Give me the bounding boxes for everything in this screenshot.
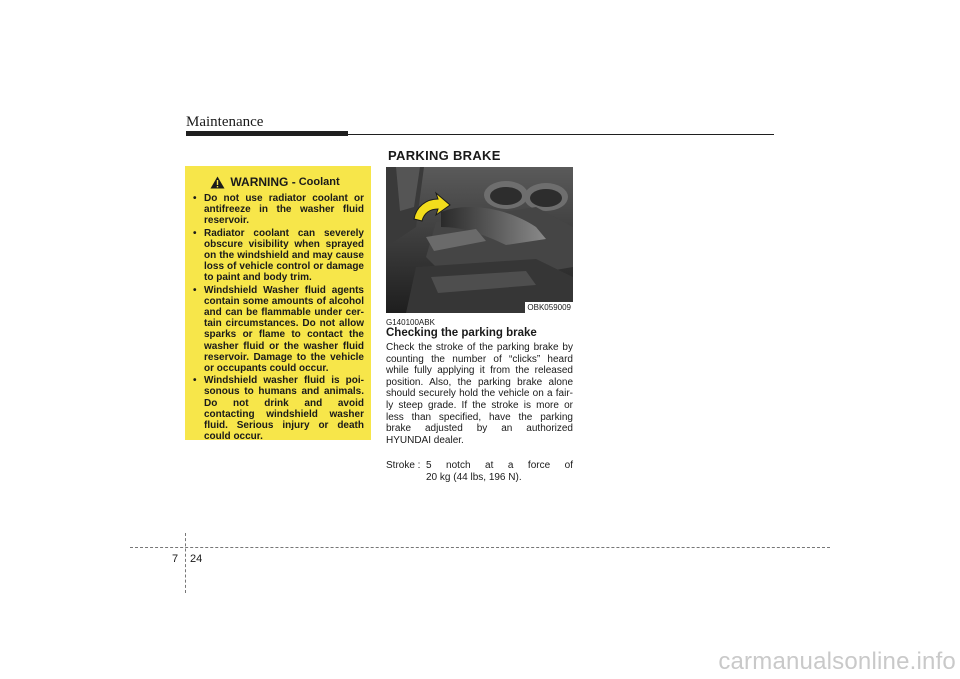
- warning-item: • Radiator coolant can severely obscure visibility when sprayed on the windshield and may cause loss of vehicle control or damage to paint and body trim.: [192, 228, 364, 284]
- stroke-line-1: 5 notch at a force of: [426, 460, 573, 471]
- warning-item: • Windshield washer fluid is poi-sonous to humans and animals. Do not drink and avoid contacting windshield washer fluid. Serious injury or death could occur.: [192, 375, 364, 442]
- section-title: PARKING BRAKE: [388, 148, 501, 163]
- warning-word: WARNING -: [230, 175, 296, 189]
- sub-heading: Checking the parking brake: [386, 327, 537, 339]
- warning-header: [186, 175, 364, 189]
- warning-list: [192, 193, 364, 442]
- footer-rule: [130, 547, 830, 548]
- stroke-spec: [386, 460, 573, 483]
- footer-chapter: 7: [172, 553, 179, 565]
- warning-item: • Do not use radiator coolant or antifreeze in the washer fluid reservoir.: [192, 193, 364, 227]
- parking-brake-illustration: [386, 167, 573, 313]
- stroke-value: [426, 460, 573, 483]
- footer-page-number: 24: [190, 553, 203, 565]
- watermark: carmanualsonline.info: [718, 648, 956, 675]
- warning-triangle-icon: [210, 176, 225, 189]
- parking-brake-photo: [386, 167, 573, 313]
- header-bar-thin: [348, 134, 774, 135]
- stroke-line-2: 20 kg (44 lbs, 196 N).: [426, 471, 522, 483]
- stroke-label: Stroke :: [386, 460, 421, 471]
- warning-subject: Coolant: [298, 176, 340, 188]
- warning-item: • Windshield Washer fluid agents contain some amounts of alcohol and can be flammable under cer-tain circumstances. Do not allow sparks or flame to contact the washer fluid or the washer fluid reservoir. Damage to the vehicle or occupants could occur.: [192, 285, 364, 375]
- header-bar-thick: [186, 131, 348, 136]
- footer-divider: [185, 533, 186, 593]
- header-title: Maintenance: [186, 114, 264, 130]
- section-code: G140100ABK: [386, 318, 435, 327]
- body-paragraph: Check the stroke of the parking brake by counting the number of “clicks” heard while fully applying it from the released position. Also, the parking brake alone should securely hold the vehicle on a fair-ly steep grade. If the stroke is more or less than specified, have the parking brake adjusted by an authorized HYUNDAI dealer.: [386, 342, 573, 446]
- warning-box: [185, 166, 371, 443]
- photo-code: OBK059009: [527, 303, 571, 312]
